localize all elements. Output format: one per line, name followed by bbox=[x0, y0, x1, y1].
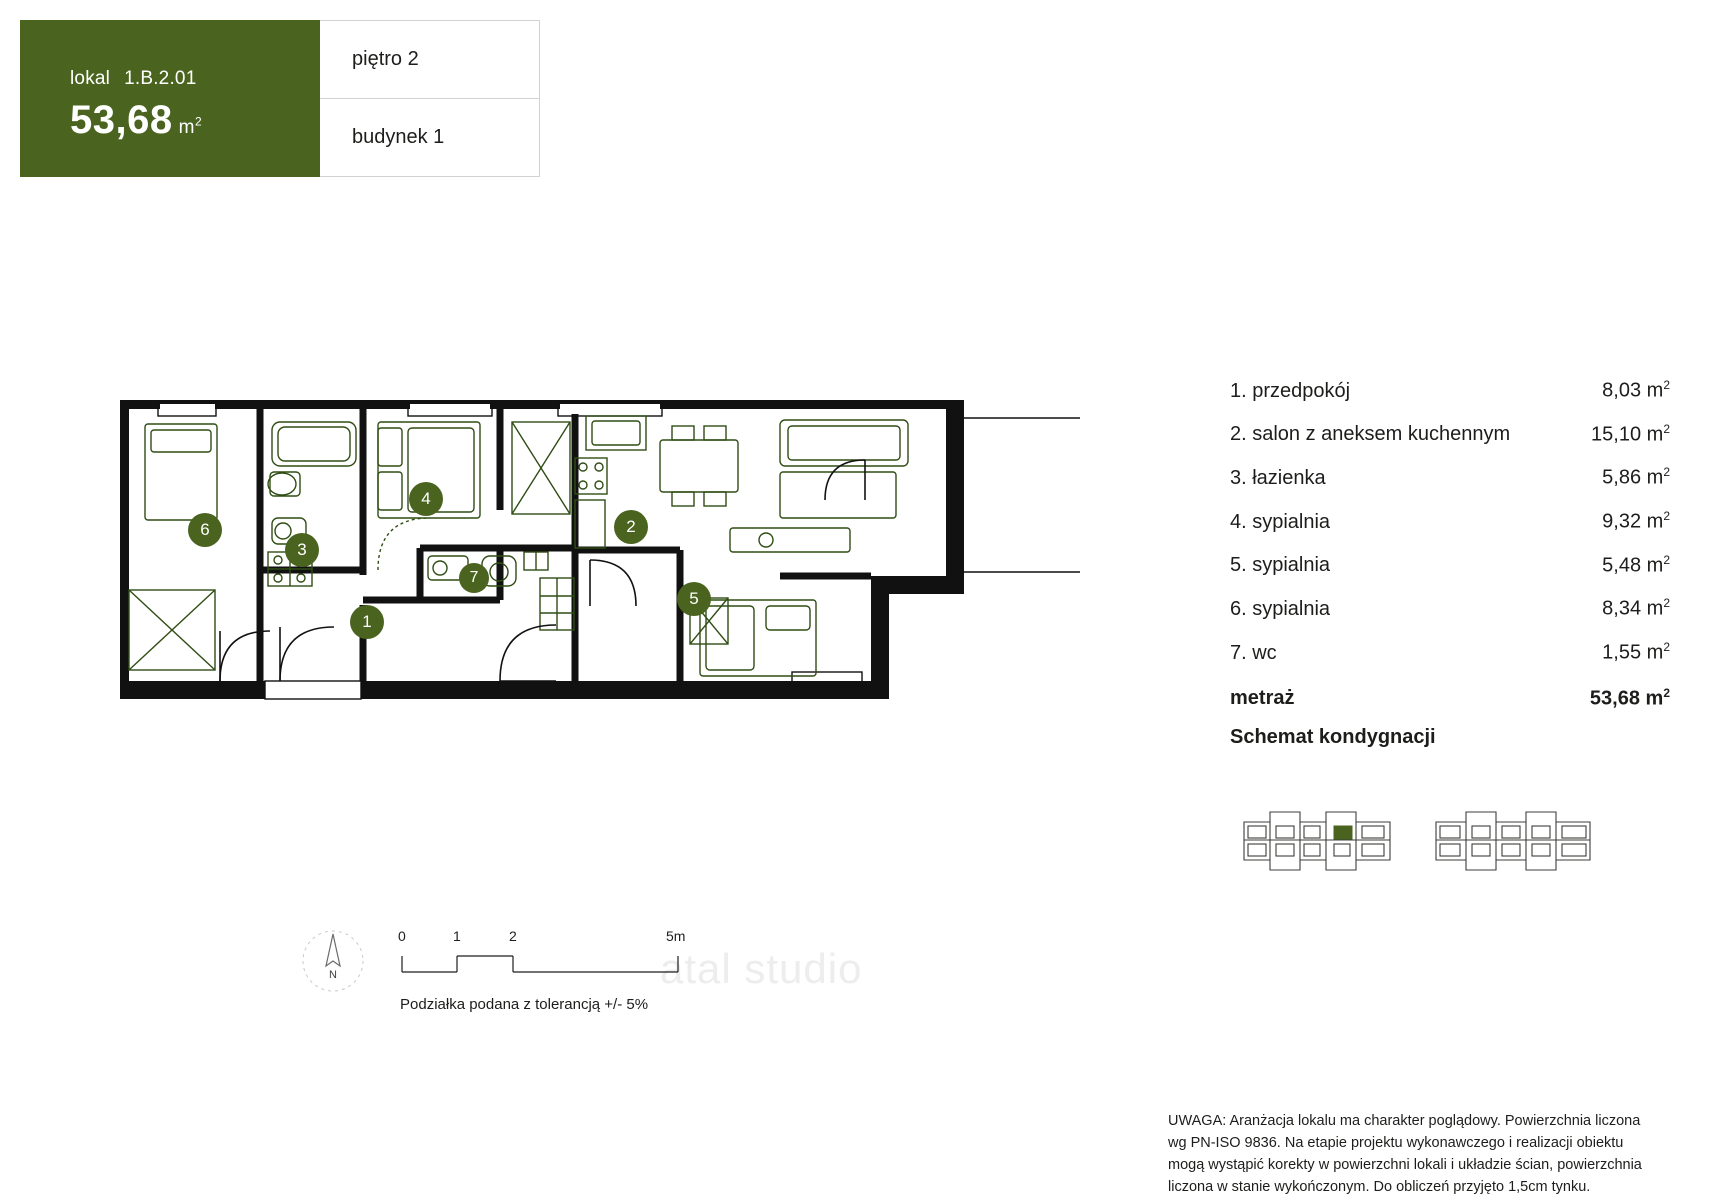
total-area: 53,68 $m^2$ bbox=[1589, 685, 1670, 710]
scale-bar-svg bbox=[400, 934, 700, 984]
building-label: budynek 1 bbox=[352, 125, 445, 148]
room-label: 2. salon z aneksem kuchennym bbox=[1230, 423, 1511, 446]
apartment-area-value: 53,68 bbox=[70, 98, 173, 142]
total-area-row bbox=[1230, 686, 1670, 711]
apartment-meta bbox=[320, 20, 540, 177]
room-label: 7. wc bbox=[1230, 641, 1277, 664]
schema-title: Schemat kondygnacji bbox=[1230, 726, 1436, 748]
room-label: 1. przedpokój bbox=[1230, 379, 1351, 402]
floor-schema-svg bbox=[1240, 800, 1660, 880]
room-row bbox=[1230, 541, 1670, 585]
compass-icon bbox=[300, 928, 366, 994]
lokal-line bbox=[70, 68, 320, 90]
apartment-id-badge bbox=[20, 20, 320, 177]
lokal-label: lokal bbox=[70, 68, 111, 89]
room-row bbox=[1230, 453, 1670, 497]
footer-note bbox=[1168, 1110, 1688, 1198]
room-label: 3. łazienka bbox=[1230, 466, 1326, 489]
scale-tick-1: 1 bbox=[453, 928, 461, 944]
highlighted-unit bbox=[1334, 826, 1352, 839]
footer-line-1: UWAGA: Aranżacja lokalu ma charakter poglądowy. Powierzchnia liczona bbox=[1168, 1113, 1641, 1129]
floor-label: piętro 2 bbox=[320, 21, 539, 99]
apartment-area bbox=[70, 98, 320, 143]
room-marker-4[interactable]: 4 bbox=[409, 482, 443, 516]
scale-tick-0: 0 bbox=[398, 928, 406, 944]
footer-line-4: liczona w stanie wykończonym. Do obliczeń przyjęto 1,5cm tynku. bbox=[1168, 1179, 1591, 1195]
room-area: 15,10 $m^2$ bbox=[1591, 421, 1670, 446]
room-list bbox=[1230, 366, 1670, 710]
room-area: 5,86 $m^2$ bbox=[1602, 465, 1670, 489]
scale-tick-end: 5m bbox=[666, 928, 686, 944]
room-marker-1[interactable]: 1 bbox=[350, 605, 384, 639]
scale-note: Podziałka podana z tolerancją +/- 5% bbox=[400, 996, 649, 1013]
watermark: atal studio bbox=[660, 945, 863, 992]
footer-line-3: mogą wystąpić korekty w powierzchni lokali i układzie ścian, powierzchnia bbox=[1168, 1157, 1642, 1173]
scale-bar bbox=[398, 928, 700, 984]
apartment-area-unit: $m^2$ bbox=[178, 114, 203, 138]
lokal-number: 1.B.2.01 bbox=[124, 68, 197, 89]
room-row bbox=[1230, 497, 1670, 541]
room-row bbox=[1230, 628, 1670, 672]
room-row bbox=[1230, 366, 1670, 410]
floor-plan-svg bbox=[120, 400, 1080, 740]
total-label: metraż bbox=[1230, 687, 1295, 710]
room-area: 9,32 $m^2$ bbox=[1602, 508, 1670, 533]
room-marker-5[interactable]: 5 bbox=[677, 582, 711, 616]
footer-line-2: wg PN-ISO 9836. Na etapie projektu wykonawczego i realizacji obiektu bbox=[1168, 1135, 1624, 1151]
room-label: 4. sypialnia bbox=[1230, 510, 1331, 533]
room-area: 8,03 $m^2$ bbox=[1602, 378, 1670, 402]
room-area: 5,48 $m^2$ bbox=[1602, 552, 1670, 577]
room-label: 6. sypialnia bbox=[1230, 597, 1331, 620]
room-marker-7[interactable]: 7 bbox=[459, 563, 489, 593]
room-marker-3[interactable]: 3 bbox=[285, 533, 319, 567]
room-area: 1,55 $m^2$ bbox=[1602, 639, 1670, 664]
svg-text:N: N bbox=[329, 969, 337, 981]
room-row bbox=[1230, 410, 1670, 454]
floor-schema bbox=[1240, 800, 1660, 880]
room-marker-6[interactable]: 6 bbox=[188, 513, 222, 547]
room-area: 8,34 $m^2$ bbox=[1602, 596, 1670, 620]
room-marker-2[interactable]: 2 bbox=[614, 510, 648, 544]
scale-tick-2: 2 bbox=[509, 928, 517, 944]
room-row bbox=[1230, 584, 1670, 628]
room-label: 5. sypialnia bbox=[1230, 554, 1331, 577]
apartment-header bbox=[20, 20, 540, 177]
